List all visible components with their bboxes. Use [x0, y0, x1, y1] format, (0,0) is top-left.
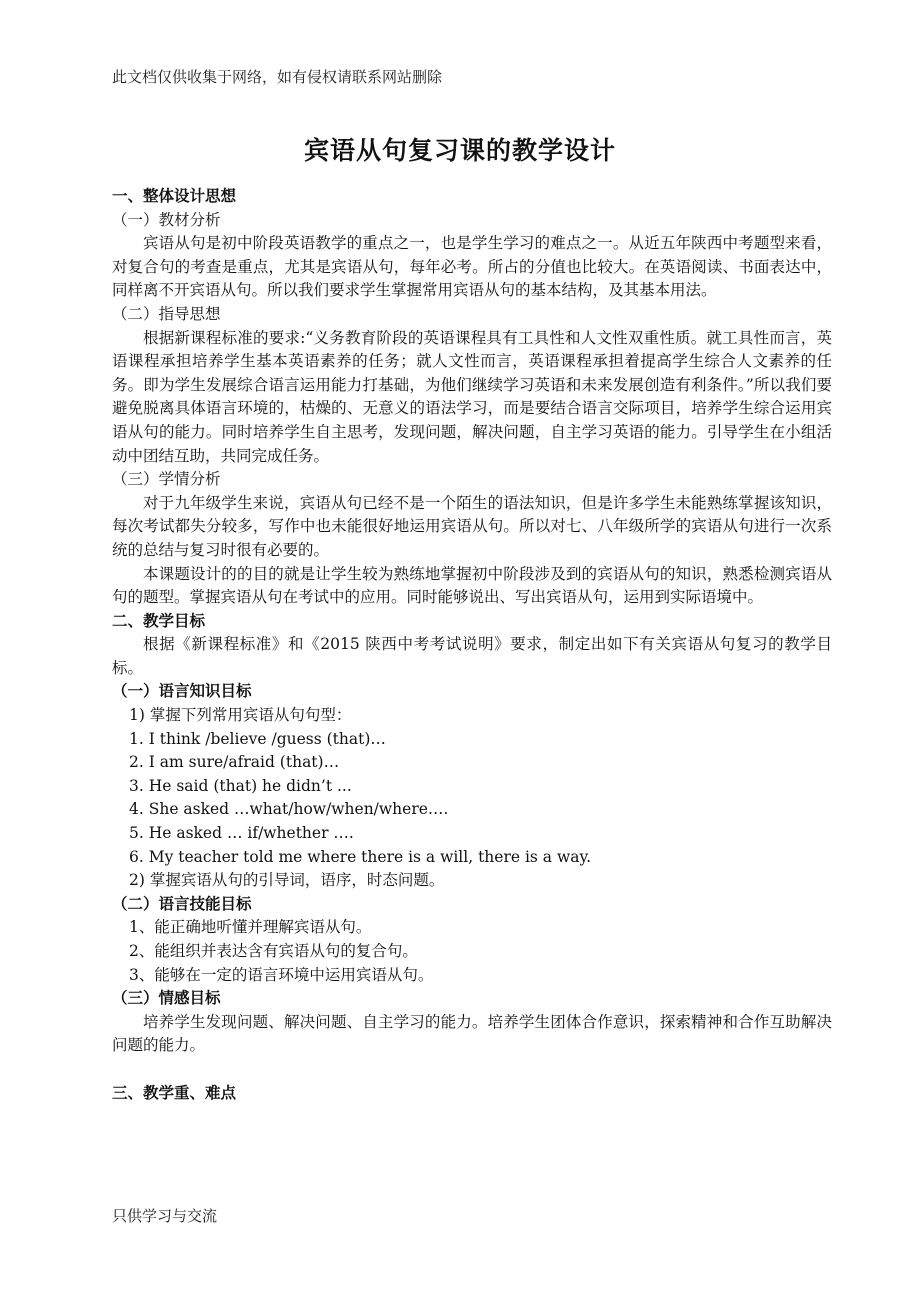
list-item: 3. He said (that) he didn’t ... — [129, 776, 352, 795]
paragraph-affective: 培养学生发现问题、解决问题、自主学习的能力。培养学生团体合作意识，探索精神和合作互助解决问题的能力。 — [112, 1012, 832, 1055]
paragraph-purpose: 本课题设计的的目的就是让学生较为熟练地掌握初中阶段涉及到的宾语从句的知识，熟悉检测宾语从句的题型。掌握宾语从句在考试中的应用。同时能够说出、写出宾语从句，运用到实际语境中。 — [112, 564, 832, 607]
paragraph-goals-intro: 根据《新课程标准》和《2015 陕西中考考试说明》要求，制定出如下有关宾语从句复习的教学目标。 — [112, 635, 832, 677]
list-item: 6. My teacher told me where there is a will, there is a way. — [129, 847, 592, 866]
list-item: 1. I think /believe /guess (that)… — [129, 729, 386, 748]
paragraph-students: 对于九年级学生来说，宾语从句已经不是一个陌生的语法知识，但是许多学生未能熟练掌握该知识，每次考试都失分较多，写作中也未能很好地运用宾语从句。所以对七、八年级所学的宾语从句进行一次系统的总结与复习时很有必要的。 — [112, 493, 832, 559]
list-item: 2、能组织并表达含有宾语从句的复合句。 — [129, 942, 418, 960]
section-heading-2: 二、教学目标 — [112, 611, 206, 630]
subheading-materials: （一）教材分析 — [112, 210, 221, 229]
list-item: 2) 掌握宾语从句的引导词，语序，时态问题。 — [129, 871, 445, 890]
paragraph-materials: 宾语从句是初中阶段英语教学的重点之一，也是学生学习的难点之一。从近五年陕西中考题型来看，对复合句的考查是重点，尤其是宾语从句，每年必考。所占的分值也比较大。在英语阅读、书面表达中，同样离不开宾语从句。所以我们要求学生掌握常用宾语从句的基本结构，及其基本用法。 — [112, 234, 832, 300]
spacer — [112, 1058, 832, 1082]
list-item: 5. He asked … if/whether …. — [129, 824, 354, 843]
document-title: 宾语从句复习课的教学设计 — [303, 136, 616, 165]
footer-note: 只供学习与交流 — [112, 1207, 218, 1225]
subheading-affective-goals: （三）情感目标 — [112, 989, 221, 1008]
list-item: 4. She asked …what/how/when/where…. — [129, 800, 449, 819]
document-body — [112, 185, 832, 1106]
section-heading-1: 一、整体设计思想 — [112, 187, 237, 205]
list-item: 2. I am sure/afraid (that)… — [129, 753, 340, 772]
subheading-guidance: （二）指导思想 — [112, 304, 221, 323]
paragraph-guidance: 根据新课程标准的要求:“义务教育阶段的英语课程具有工具性和人文性双重性质。就工具性而言，英语课程承担培养学生基本英语素养的任务；就人文性而言，英语课程承担着提高学生综合人文素养的任务。即为学生发展综合语言运用能力打基础，为他们继续学习英语和未来发展创造有利条件。”所以我们要避免脱离具体语言环境的，枯燥的、无意义的语法学习，而是要结合语言交际项目，培养学生综合运用宾语从句的能力。同时培养学生自主思考，发现问题，解决问题，自主学习英语的能力。引导学生在小组活动中团结互助，共同完成任务。 — [112, 328, 832, 465]
list-item: 1) 掌握下列常用宾语从句句型： — [129, 706, 352, 725]
list-item: 3、能够在一定的语言环境中运用宾语从句。 — [129, 965, 434, 984]
subheading-knowledge-goals: （一）语言知识目标 — [112, 682, 252, 701]
subheading-skill-goals: （二）语言技能目标 — [112, 894, 252, 913]
section-heading-3: 三、教学重、难点 — [112, 1083, 237, 1102]
list-item: 1、能正确地听懂并理解宾语从句。 — [129, 918, 372, 937]
subheading-students: （三）学情分析 — [112, 470, 221, 489]
header-note: 此文档仅供收集于网络，如有侵权请联系网站删除 — [112, 68, 443, 86]
